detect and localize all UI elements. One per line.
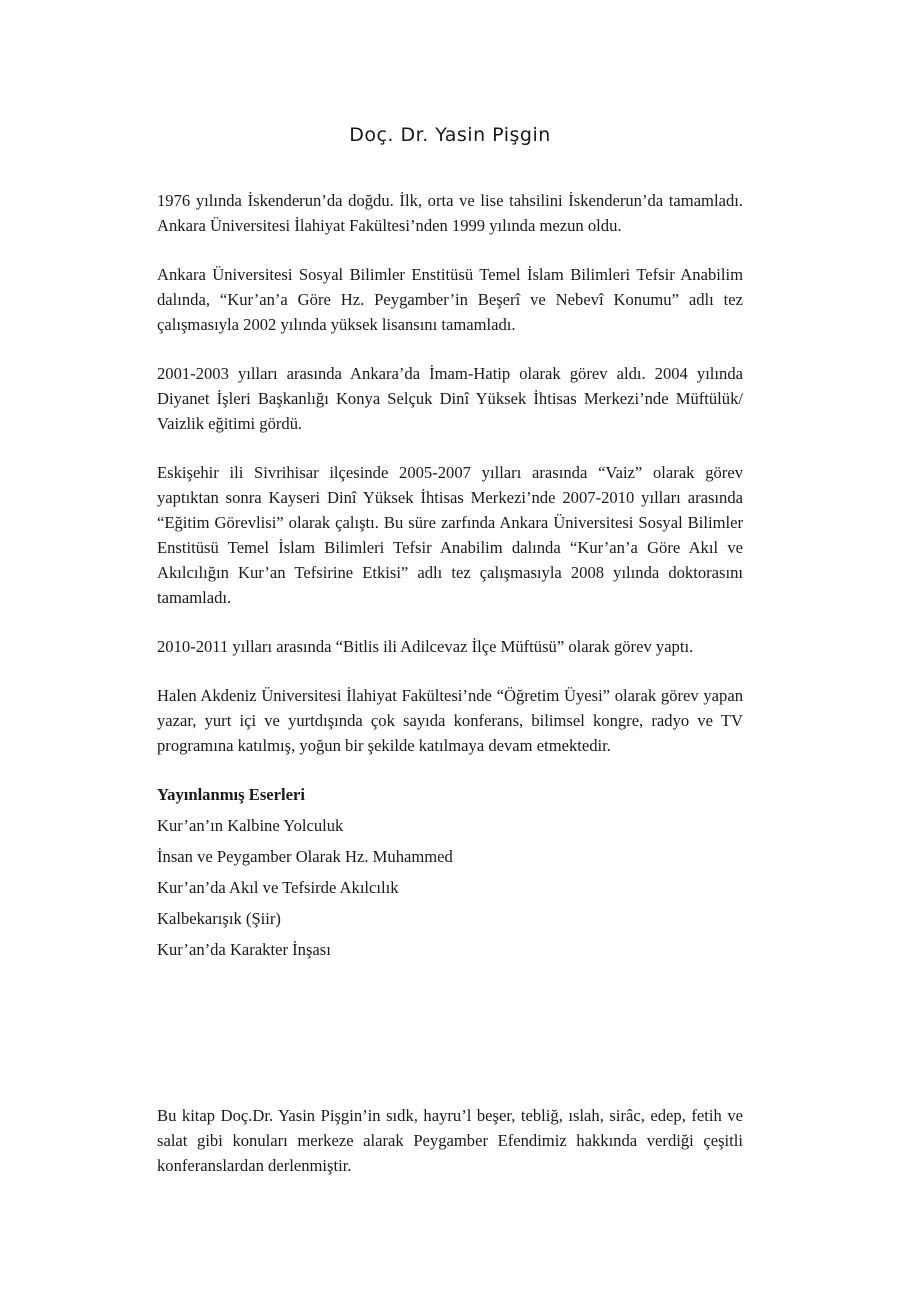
- list-item: İnsan ve Peygamber Olarak Hz. Muhammed: [157, 847, 453, 866]
- biography-paragraph: 2001-2003 yılları arasında Ankara’da İmam-Hatip olarak görev aldı. 2004 yılında Diyanet İşleri Başkanlığı Konya Selçuk Dinî Yüksek İhtisas Merkezi’nde Müftülük/ Vaizlik eğitimi gördü.: [157, 364, 743, 433]
- biography-section: [157, 188, 743, 968]
- book-note: Bu kitap Doç.Dr. Yasin Pişgin’in sıdk, hayru’l beşer, tebliğ, ıslah, sirâc, edep, fetih ve salat gibi konuları merkeze alarak Peygamber Efendimiz hakkında verdiği çeşitli konferanslardan derlenmiştir.: [157, 1106, 743, 1175]
- biography-paragraph: 1976 yılında İskenderun’da doğdu. İlk, orta ve lise tahsilini İskenderun’da tamamladı. Ankara Üniversitesi İlahiyat Fakültesi’nden 1999 yılında mezun oldu.: [157, 191, 743, 235]
- list-item: Kalbekarışık (Şiir): [157, 909, 281, 928]
- list-item: Kur’an’da Akıl ve Tefsirde Akılcılık: [157, 878, 399, 897]
- list-item: Kur’an’ın Kalbine Yolculuk: [157, 816, 344, 835]
- published-works-heading: Yayınlanmış Eserleri: [157, 785, 305, 804]
- biography-paragraph: Halen Akdeniz Üniversitesi İlahiyat Fakültesi’nde “Öğretim Üyesi” olarak görev yapan yazar, yurt içi ve yurtdışında çok sayıda konferans, bilimsel kongre, radyo ve TV programına katılmış, yoğun bir şekilde katılmaya devam etmektedir.: [157, 686, 743, 755]
- biography-paragraph: Ankara Üniversitesi Sosyal Bilimler Enstitüsü Temel İslam Bilimleri Tefsir Anabilim dalında, “Kur’an’a Göre Hz. Peygamber’in Beşerî ve Nebevî Konumu” adlı tez çalışmasıyla 2002 yılında yüksek lisansını tamamladı.: [157, 265, 743, 334]
- biography-paragraph: Eskişehir ili Sivrihisar ilçesinde 2005-2007 yılları arasında “Vaiz” olarak görev yaptıktan sonra Kayseri Dinî Yüksek İhtisas Merkezi’nde 2007-2010 yılları arasında “Eğitim Görevlisi” olarak çalıştı. Bu süre zarfında Ankara Üniversitesi Sosyal Bilimler Enstitüsü Temel İslam Bilimleri Tefsir Anabilim dalında “Kur’an’a Göre Akıl ve Akılcılığın Kur’an Tefsirine Etkisi” adlı tez çalışmasıyla 2008 yılında doktorasını tamamladı.: [157, 463, 743, 607]
- list-item: Kur’an’da Karakter İnşası: [157, 940, 331, 959]
- author-title: Doç. Dr. Yasin Pişgin: [349, 124, 551, 146]
- published-works: [157, 782, 743, 962]
- biography-paragraph: 2010-2011 yılları arasında “Bitlis ili Adilcevaz İlçe Müftüsü” olarak görev yaptı.: [157, 637, 694, 656]
- published-works-list: [157, 813, 743, 962]
